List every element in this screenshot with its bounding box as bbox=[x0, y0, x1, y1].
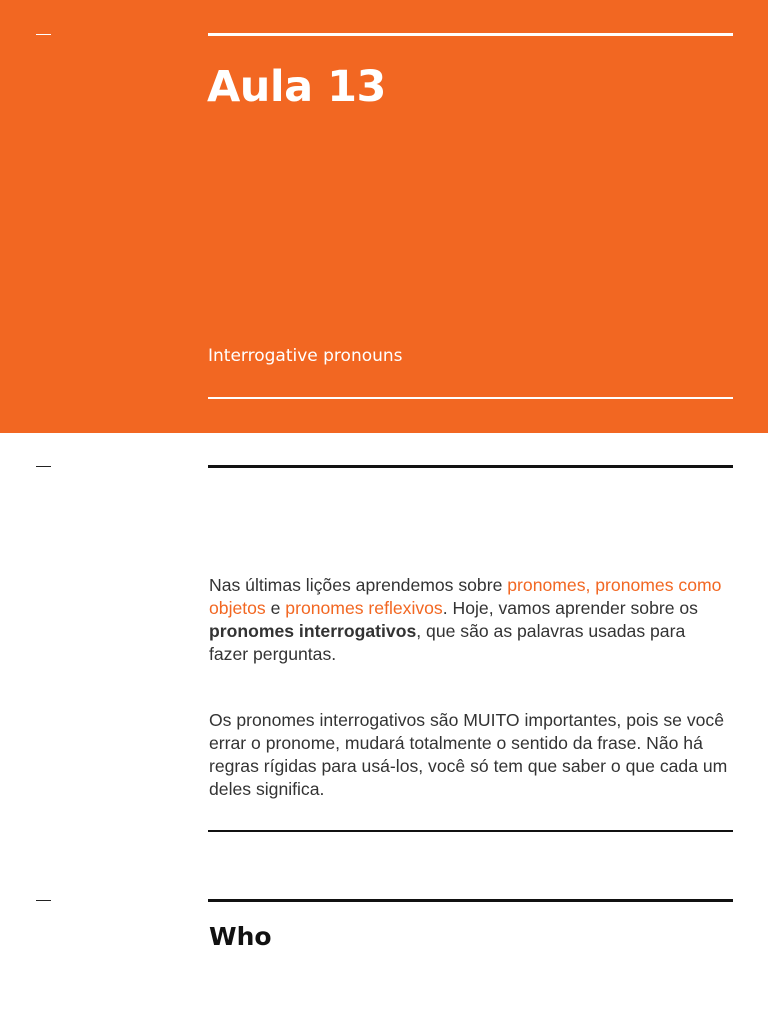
pronomes-reflexivos-link[interactable]: pronomes reflexivos bbox=[285, 598, 443, 618]
importance-paragraph: Os pronomes interrogativos são MUITO importantes, pois se você errar o pronome, mudará totalmente o sentido da frase. Não há regras rígidas para usá-los, você só tem que saber o que cada um deles significa. bbox=[209, 710, 728, 799]
slide-subtitle: Interrogative pronouns bbox=[208, 346, 403, 366]
top-divider bbox=[208, 33, 733, 36]
intro-paragraph bbox=[209, 574, 729, 666]
pronomes-link[interactable]: pronomes, pronomes como objetos bbox=[209, 575, 722, 618]
slide-marker bbox=[36, 466, 51, 467]
bottom-divider bbox=[208, 830, 733, 832]
top-divider bbox=[208, 465, 733, 468]
top-divider bbox=[208, 899, 733, 902]
who-slide bbox=[0, 866, 768, 1024]
intro-text: Nas últimas lições aprendemos sobre bbox=[209, 575, 508, 595]
who-heading: Who bbox=[209, 922, 272, 951]
slide-marker bbox=[36, 34, 51, 35]
intro-text: e bbox=[265, 598, 286, 618]
bottom-divider bbox=[208, 397, 733, 399]
slide-title: Aula 13 bbox=[207, 62, 386, 112]
intro-text: , que são as palavras usadas para fazer perguntas. bbox=[209, 621, 686, 664]
intro-text: . Hoje, vamos aprender sobre os bbox=[442, 598, 698, 618]
slide-marker bbox=[36, 900, 51, 901]
intro-bold-term: pronomes interrogativos bbox=[209, 621, 417, 641]
intro-slide bbox=[0, 433, 768, 866]
title-slide bbox=[0, 0, 768, 433]
